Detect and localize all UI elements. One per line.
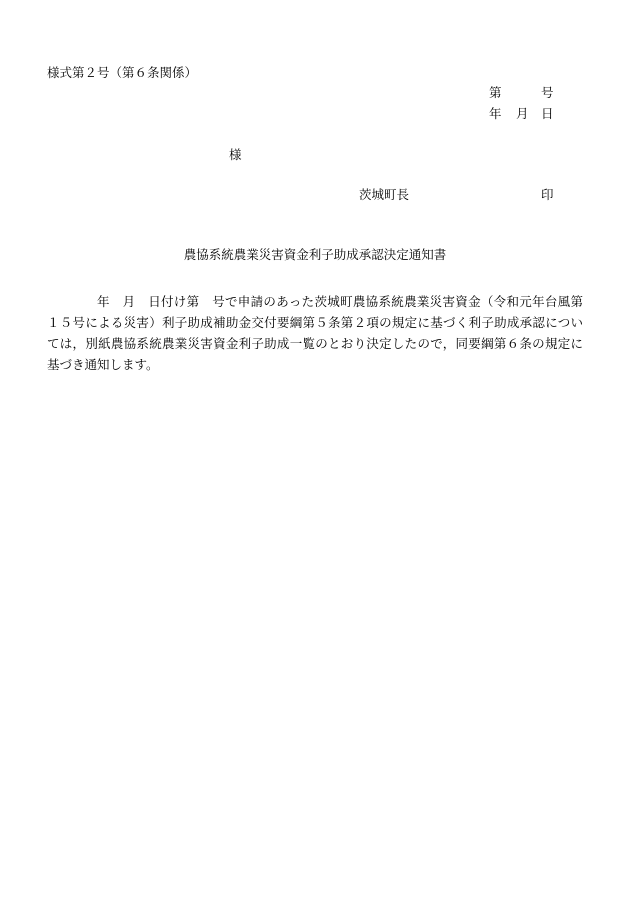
addressee-honorific: 様 <box>229 147 242 162</box>
date-month-label: 月 <box>516 106 529 121</box>
doc-number-label: 第 <box>489 85 502 100</box>
seal-mark: 印 <box>541 187 554 202</box>
date-year-label: 年 <box>489 106 502 121</box>
doc-number-suffix: 号 <box>541 85 554 100</box>
issuer-name: 茨城町長 <box>359 187 410 202</box>
document-title: 農協系統農業災害資金利子助成承認決定通知書 <box>183 247 447 262</box>
date-day-label: 日 <box>541 106 554 121</box>
form-number: 様式第２号（第６条関係） <box>47 65 198 80</box>
body-paragraph: 年 月 日付け第 号で申請のあった茨城町農協系統農業災害資金（令和元年台風第１５号による災害）利子助成補助金交付要綱第５条第２項の規定に基づく利子助成承認については，別紙農協系統農業災害資金利子助成一覧のとおり決定したので，同要綱第６条の規定に基づき通知します。 <box>47 294 583 372</box>
